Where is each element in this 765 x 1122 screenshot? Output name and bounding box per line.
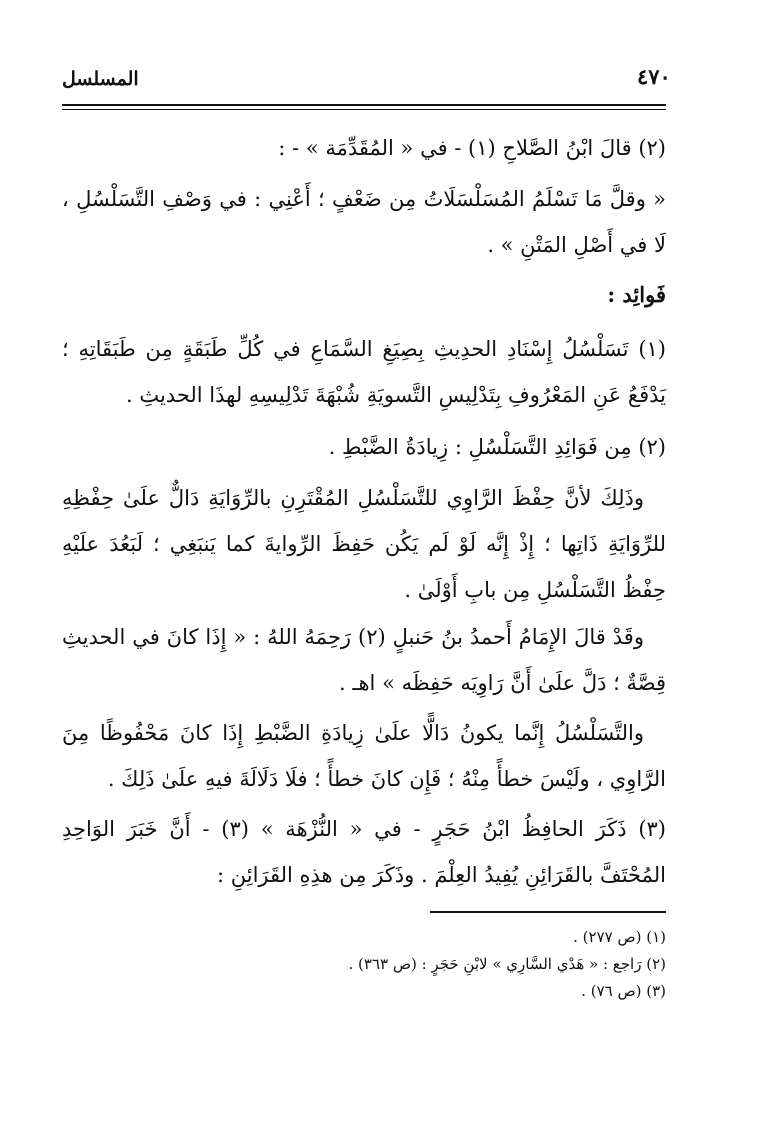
paragraph-ahmad-quote: وقَدْ قالَ الإِمَامُ أَحمدُ بنُ حَنبلٍ (٢) رَحِمَهُ اللهُ : « إِذَا كانَ في الحديثِ قِصَّةٌ ؛ دَلَّ علَىٰ أَنَّ رَاوِيَه حَفِظَه » اهـ . bbox=[62, 625, 666, 695]
header-rule-thick bbox=[62, 104, 666, 106]
paragraph-benefit-3: (٣) ذَكَرَ الحافِظُ ابْنُ حَجَرٍ - في « النُّزْهَة » (٣) - أَنَّ خَبَرَ الوَاحِدِ المُحْتَفَّ بالقَرَائِنِ يُفِيدُ العِلْمَ . وذَكَرَ مِن هذِهِ القَرَائِنِ : bbox=[62, 817, 666, 887]
paragraph-benefit-2: (٢) مِن فَوَائِدِ التَّسَلْسُلِ : زِيادَةُ الضَّبْطِ . bbox=[328, 435, 666, 459]
section-heading-fawaid: فَوائِد : bbox=[607, 282, 666, 307]
footnote-separator bbox=[430, 911, 666, 913]
running-title: المسلسل bbox=[62, 68, 139, 90]
footnote-2: (٢) رَاجع : « هَدْي السَّارِي » لابْنِ حَجَرٍ : (ص ٣٦٣) . bbox=[348, 955, 666, 973]
header-rule-thin bbox=[62, 109, 666, 110]
page-number: ٤٧٠ bbox=[637, 64, 671, 89]
footnote-3: (٣) (ص ٧٦) . bbox=[581, 982, 666, 1000]
paragraph-ibn-salah-quote: « وقلَّ مَا تَسْلَمُ المُسَلْسَلَاتُ مِن ضَعْفٍ ؛ أَعْنِي : في وَصْفِ التَّسَلْسُلِ ، لَا في أَصْلِ المَتْنِ » . bbox=[62, 187, 666, 257]
paragraph-tasalsul-condition: والتَّسَلْسُلُ إِنَّما يكونُ دَالًّا علَىٰ زِيادَةِ الضَّبْطِ إِذَا كانَ مَحْفُوظًا مِنَ الرَّاوِي ، ولَيْسَ خطأً مِنْهُ ؛ فَإِن كانَ خطأً ؛ فلَا دَلَالَةَ فيهِ علَىٰ ذَلِكَ . bbox=[62, 721, 666, 791]
footnote-1: (١) (ص ٢٧٧) . bbox=[573, 928, 666, 946]
paragraph-benefit-1: (١) تَسَلْسُلُ إِسْنَادِ الحدِيثِ بِصِيَغِ السَّمَاعِ في كُلِّ طَبَقَةٍ مِن طَبَقَاتِهِ ؛ يَدْفَعُ عَنِ المَعْرُوفِ بِتَدْلِيسِ التَّسويَةِ شُبْهَةَ تَدْلِيسِهِ لهذَا الحديثِ . bbox=[62, 337, 666, 407]
paragraph-benefit-2-explanation: وذَلِكَ لأنَّ حِفْظَ الرَّاوِي للتَّسَلْسُلِ المُقْتَرِنِ بالرِّوَايَةِ دَالٌّ علَىٰ حِفْظِهِ للرِّوَايَةِ ذَاتِها ؛ إِذْ إِنَّه لَوْ لَم يَكُن حَفِظَ الرِّوايةَ كما يَنبَغِي ؛ لَبَعُدَ علَيْهِ حِفْظُ التَّسَلْسُلِ مِن بابِ أَوْلَىٰ . bbox=[62, 486, 666, 602]
paragraph-ibn-salah-quote-intro: (٢) قالَ ابْنُ الصَّلاحِ (١) - في « المُقَدِّمَة » - : bbox=[278, 136, 666, 160]
